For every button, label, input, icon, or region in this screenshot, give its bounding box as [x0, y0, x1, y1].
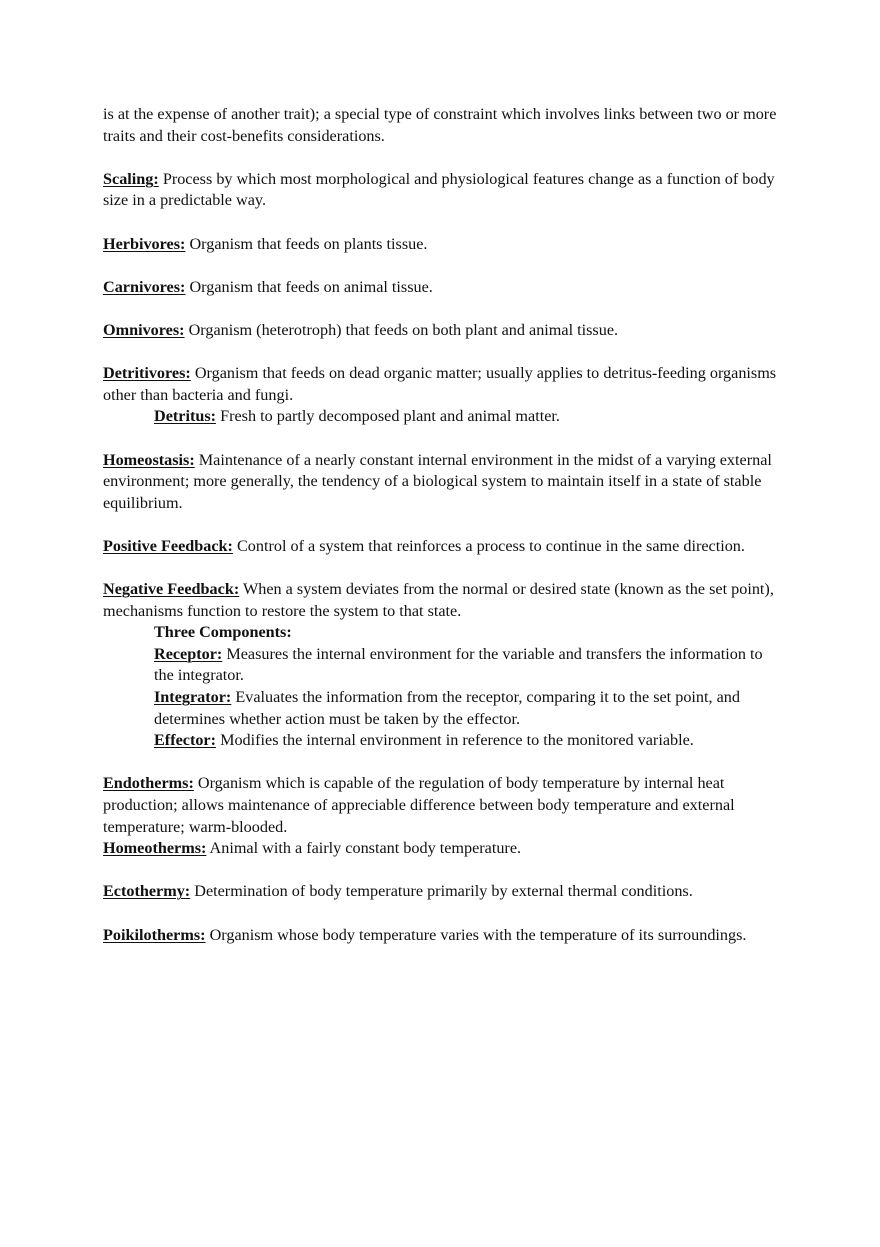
entry-poikilotherms: [103, 925, 783, 947]
def-detritus: Fresh to partly decomposed plant and animal matter.: [216, 407, 560, 426]
def-scaling: Process by which most morphological and physiological features change as a function of body size in a predictable way.: [103, 169, 775, 210]
term-integrator: Integrator:: [154, 688, 232, 707]
term-receptor: Receptor:: [154, 644, 223, 663]
def-omnivores: Organism (heterotroph) that feeds on both plant and animal tissue.: [184, 320, 619, 339]
def-negative-feedback: When a system deviates from the normal or desired state (known as the set point), mechanisms function to restore the system to that state.: [103, 580, 774, 620]
term-homeostasis: Homeostasis:: [103, 450, 195, 469]
term-detritus: Detritus:: [154, 407, 217, 426]
entry-endotherms: [103, 773, 783, 838]
term-ectothermy: Ectothermy:: [103, 882, 191, 901]
three-components-heading: Three Components:: [154, 623, 292, 642]
term-homeotherms: Homeotherms:: [103, 839, 207, 858]
def-positive-feedback: Control of a system that reinforces a process to continue in the same direction.: [232, 536, 745, 555]
def-ectothermy: Determination of body temperature primarily by external thermal conditions.: [190, 882, 693, 901]
def-effector: Modifies the internal environment in reference to the monitored variable.: [216, 731, 694, 750]
term-positive-feedback: Positive Feedback:: [103, 536, 233, 555]
term-detritivores: Detritivores:: [103, 364, 191, 383]
def-endotherms: Organism which is capable of the regulation of body temperature by internal heat production; allows maintenance of appreciable difference between body temperature and external temperature; warm-blooded.: [103, 774, 735, 836]
def-homeostasis: Maintenance of a nearly constant internal environment in the midst of a varying external environment; more generally, the tendency of a biological system to maintain itself in a state of stable equilibrium.: [103, 450, 772, 512]
term-scaling: Scaling:: [103, 169, 159, 188]
term-herbivores: Herbivores:: [103, 234, 186, 253]
term-poikilotherms: Poikilotherms:: [103, 925, 206, 944]
term-carnivores: Carnivores:: [103, 277, 186, 296]
term-effector: Effector:: [154, 731, 217, 750]
document-page: [103, 104, 783, 946]
intro-paragraph: is at the expense of another trait); a special type of constraint which involves links between two or more traits and their cost-benefits considerations.: [103, 105, 777, 145]
entry-receptor: [103, 644, 783, 687]
term-negative-feedback: Negative Feedback:: [103, 580, 240, 599]
entry-carnivores: [103, 277, 783, 299]
term-omnivores: Omnivores:: [103, 320, 185, 339]
entry-negative-feedback: [103, 579, 783, 622]
entry-herbivores: [103, 234, 783, 256]
def-receptor: Measures the internal environment for the variable and transfers the information to the integrator.: [154, 644, 763, 685]
entry-scaling: [103, 169, 783, 212]
def-poikilotherms: Organism whose body temperature varies with the temperature of its surroundings.: [205, 925, 747, 944]
term-endotherms: Endotherms:: [103, 774, 194, 793]
def-detritivores: Organism that feeds on dead organic matter; usually applies to detritus-feeding organisms other than bacteria and fungi.: [103, 364, 777, 404]
entry-ectothermy: [103, 881, 783, 903]
entry-effector: [103, 730, 783, 752]
entry-homeostasis: [103, 450, 783, 515]
entry-integrator: [103, 687, 783, 730]
entry-homeotherms: [103, 838, 783, 860]
def-homeotherms: Animal with a fairly constant body temperature.: [206, 839, 522, 858]
entry-omnivores: [103, 320, 783, 342]
entry-detritivores: [103, 363, 783, 406]
def-carnivores: Organism that feeds on animal tissue.: [185, 277, 433, 296]
entry-positive-feedback: [103, 536, 783, 558]
entry-detritus: [103, 406, 783, 428]
def-herbivores: Organism that feeds on plants tissue.: [185, 234, 428, 253]
def-integrator: Evaluates the information from the receptor, comparing it to the set point, and determines whether action must be taken by the effector.: [154, 688, 740, 728]
